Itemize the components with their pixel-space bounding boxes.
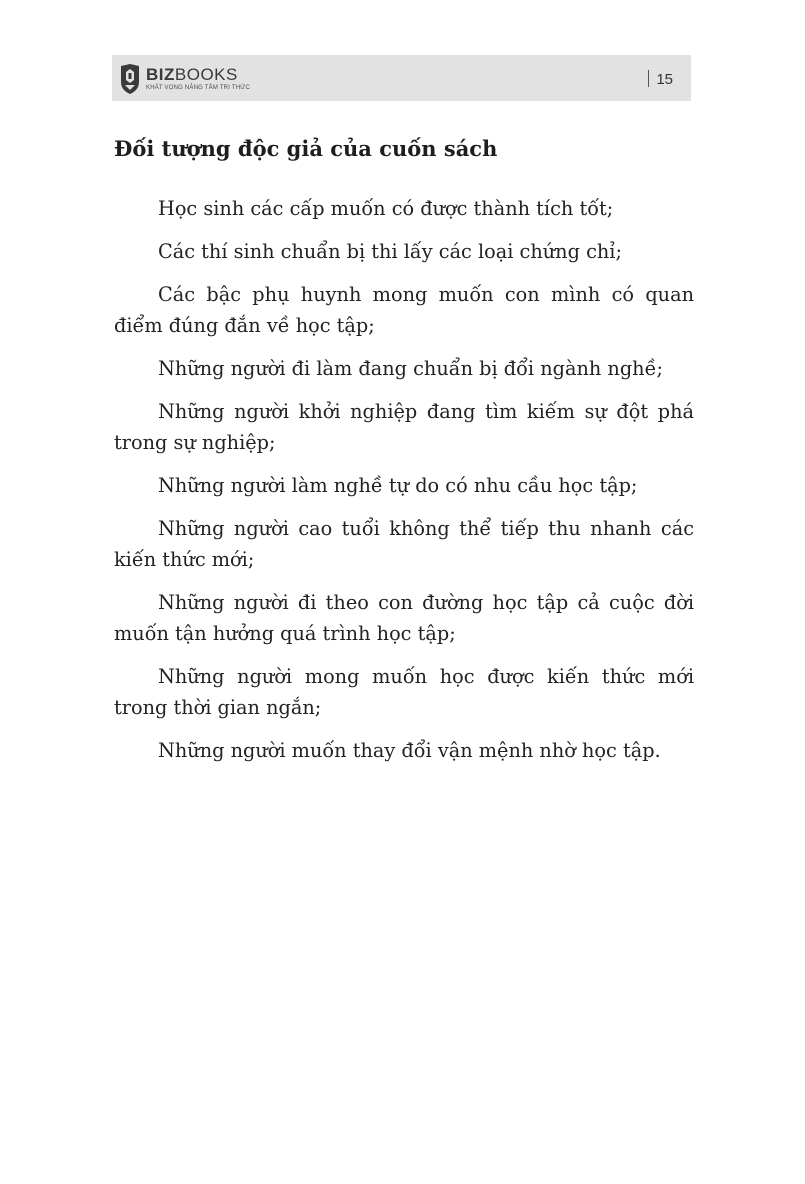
paragraph: Học sinh các cấp muốn có được thành tích tốt; <box>158 197 614 220</box>
brand-name-light: BOOKS <box>174 65 238 84</box>
bizbooks-logo-icon <box>118 63 142 95</box>
paragraph: Những người đi làm đang chuẩn bị đổi ngành nghề; <box>158 357 663 380</box>
page-number-value: 15 <box>656 71 673 88</box>
paragraph: Các bậc phụ huynh mong muốn con mình có quan điểm đúng đắn về học tập; <box>114 283 694 337</box>
logo-text <box>146 66 250 92</box>
paragraph: Những người mong muốn học được kiến thức mới trong thời gian ngắn; <box>114 665 694 719</box>
page-number-divider <box>648 70 649 87</box>
brand-tagline: KHÁT VỌNG NÂNG TẦM TRI THỨC <box>146 85 251 91</box>
brand-name-bold: BIZ <box>146 65 175 84</box>
paragraph: Những người cao tuổi không thể tiếp thu nhanh các kiến thức mới; <box>114 517 694 571</box>
publisher-logo <box>118 62 250 96</box>
paragraph: Các thí sinh chuẩn bị thi lấy các loại chứng chỉ; <box>158 240 622 263</box>
body-text <box>114 193 694 778</box>
running-header <box>112 55 691 101</box>
paragraph: Những người làm nghề tự do có nhu cầu học tập; <box>158 474 638 497</box>
brand-name <box>146 66 250 83</box>
paragraph: Những người khởi nghiệp đang tìm kiếm sự đột phá trong sự nghiệp; <box>114 400 694 454</box>
paragraph: Những người muốn thay đổi vận mệnh nhờ học tập. <box>158 739 661 762</box>
paragraph: Những người đi theo con đường học tập cả cuộc đời muốn tận hưởng quá trình học tập; <box>114 591 694 645</box>
page-number <box>648 70 673 89</box>
section-title: Đối tượng độc giả của cuốn sách <box>114 136 498 161</box>
